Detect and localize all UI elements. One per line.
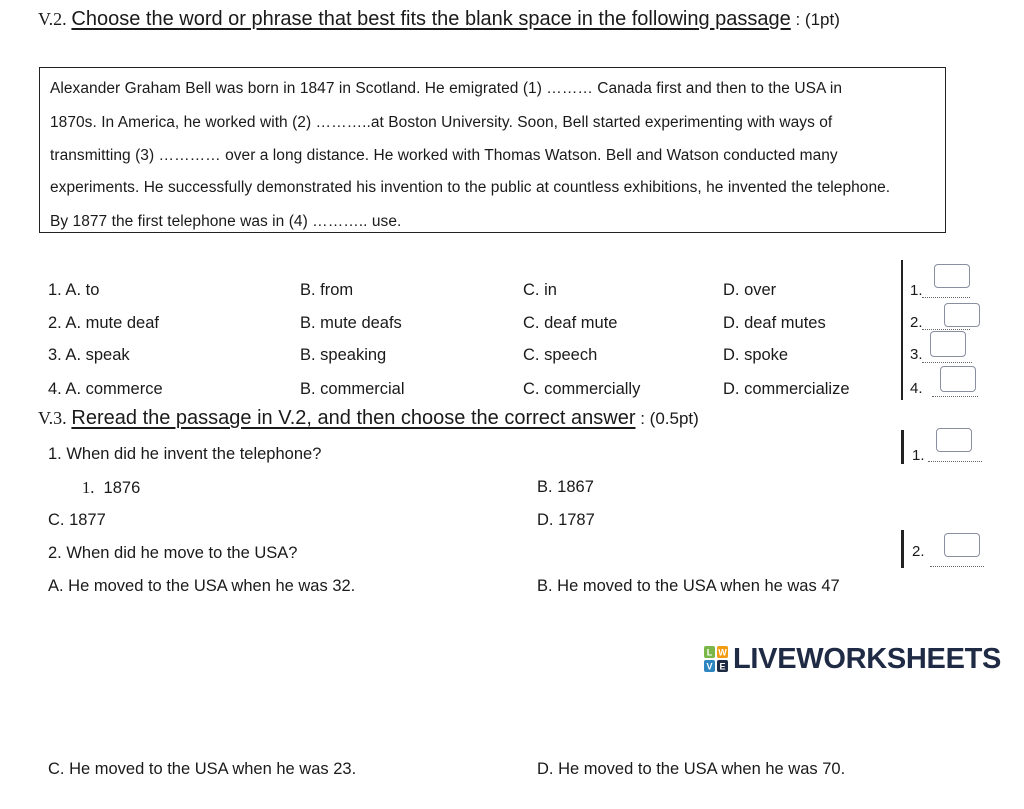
answer-dots-4	[932, 396, 978, 397]
section-2-points: : (1pt)	[795, 10, 840, 29]
svg-text:V: V	[706, 661, 713, 672]
q2-option-b: B. mute deafs	[300, 314, 402, 332]
passage-box	[39, 67, 946, 233]
section-3-header	[38, 407, 699, 430]
answer-input-3[interactable]	[930, 331, 966, 357]
svg-text:E: E	[719, 661, 726, 672]
passage-line-4: experiments. He successfully demonstrated his invention to the public at countless exhibitions, he invented the telephone.	[50, 179, 891, 196]
q1-option-d: D. over	[723, 281, 777, 299]
answer-column-divider	[901, 260, 903, 400]
q4-option-b: B. commercial	[300, 380, 405, 398]
q3-option-b: B. speaking	[300, 346, 387, 364]
svg-text:W: W	[718, 647, 727, 658]
v3-q1-option-a-label: 1876	[103, 479, 141, 497]
section-2-title: Choose the word or phrase that best fits the blank space in the following passage	[71, 8, 791, 30]
section-2-number: V.2.	[38, 9, 67, 29]
section-2-header	[38, 8, 840, 31]
answer-dots-1	[922, 297, 970, 298]
q4-option-d: D. commercialize	[723, 380, 850, 398]
v3-q1-option-a-number: 1.	[82, 478, 95, 497]
q2-option-c: C. deaf mute	[523, 314, 618, 332]
liveworksheets-logo-icon	[703, 645, 729, 673]
liveworksheets-logo	[703, 642, 1001, 676]
answer-label-2: 2.	[910, 314, 923, 331]
v3-answer-label-2: 2.	[912, 543, 925, 560]
passage-line-5: By 1877 the first telephone was in (4) ……….. use.	[50, 213, 402, 230]
answer-input-1[interactable]	[934, 264, 970, 288]
passage-line-1: Alexander Graham Bell was born in 1847 in Scotland. He emigrated (1) ……… Canada first and then to the USA in	[50, 80, 843, 97]
q3-option-a: 3. A. speak	[48, 346, 130, 364]
answer-dots-2	[922, 329, 970, 330]
svg-text:L: L	[706, 647, 713, 658]
passage-line-3: transmitting (3) ………… over a long distance. He worked with Thomas Watson. Bell and Watson conducted many	[50, 147, 838, 164]
v3-q1-option-a	[82, 478, 140, 498]
q3-option-c: C. speech	[523, 346, 598, 364]
q2-option-a: 2. A. mute deaf	[48, 314, 159, 332]
passage-line-2: 1870s. In America, he worked with (2) ………..at Boston University. Soon, Bell started experimenting with ways of	[50, 114, 833, 131]
v3-q2-option-a: A. He moved to the USA when he was 32.	[48, 577, 356, 595]
v3-q1-option-d: D. 1787	[537, 511, 595, 529]
v3-q2-text: 2. When did he move to the USA?	[48, 544, 298, 562]
v3-q2-option-b: B. He moved to the USA when he was 47	[537, 577, 840, 595]
answer-input-2[interactable]	[944, 303, 980, 327]
v3-answer-divider-1	[901, 430, 904, 464]
answer-dots-3	[922, 362, 972, 363]
v3-answer-input-2[interactable]	[944, 533, 980, 557]
section-3-title: Reread the passage in V.2, and then choose the correct answer	[71, 407, 636, 429]
answer-label-3: 3.	[910, 346, 923, 363]
v3-answer-input-1[interactable]	[936, 428, 972, 452]
liveworksheets-logo-text: LIVEWORKSHEETS	[733, 642, 1002, 675]
v3-answer-label-1: 1.	[912, 447, 925, 464]
v3-q1-option-b: B. 1867	[537, 478, 594, 496]
section-3-number: V.3.	[38, 408, 67, 428]
q1-option-a: 1. A. to	[48, 281, 100, 299]
q2-option-d: D. deaf mutes	[723, 314, 826, 332]
v3-q1-option-c: C. 1877	[48, 511, 106, 529]
q1-option-c: C. in	[523, 281, 557, 299]
answer-label-1: 1.	[910, 282, 923, 299]
answer-input-4[interactable]	[940, 366, 976, 392]
v3-q2-option-c: C. He moved to the USA when he was 23.	[48, 760, 357, 778]
v3-answer-divider-2	[901, 530, 904, 568]
section-3-points: : (0.5pt)	[640, 409, 699, 428]
q1-option-b: B. from	[300, 281, 354, 299]
q3-option-d: D. spoke	[723, 346, 789, 364]
v3-answer-dots-1	[928, 461, 982, 462]
v3-q2-option-d: D. He moved to the USA when he was 70.	[537, 760, 846, 778]
q4-option-c: C. commercially	[523, 380, 641, 398]
v3-q1-text: 1. When did he invent the telephone?	[48, 445, 322, 463]
q4-option-a: 4. A. commerce	[48, 380, 163, 398]
v3-answer-dots-2	[930, 566, 984, 567]
answer-label-4: 4.	[910, 380, 923, 397]
